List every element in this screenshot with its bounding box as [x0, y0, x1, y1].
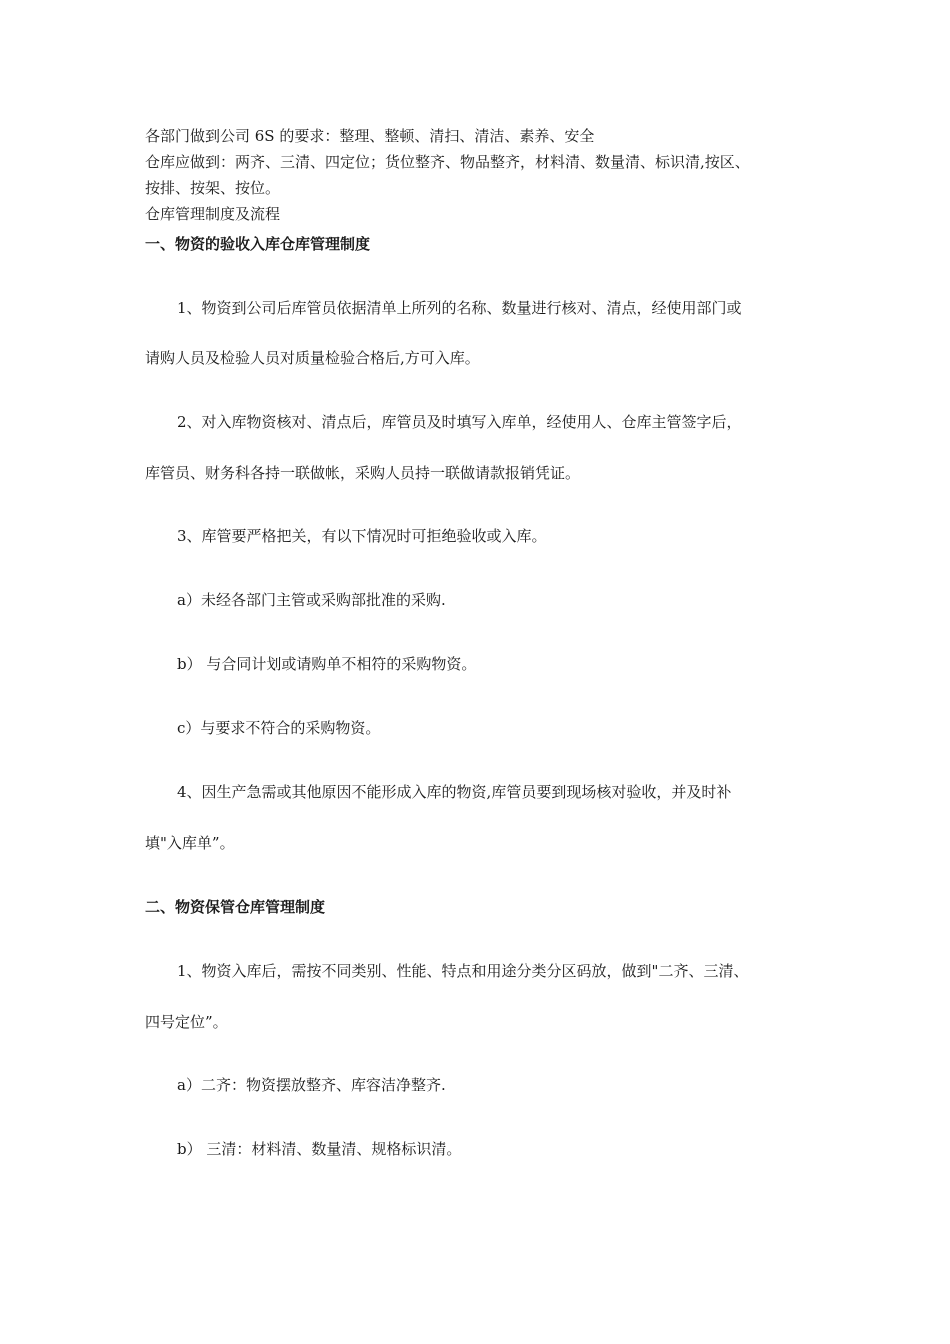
section1-heading: 一、物资的验收入库仓库管理制度 — [145, 235, 371, 253]
section1-para1-line1: 1、物资到公司后库管员依据清单上所列的名称、数量进行核对、清点，经使用部门或 — [177, 299, 742, 317]
section1-item-c: c）与要求不符合的采购物资。 — [177, 719, 381, 737]
section2-para1-line1: 1、物资入库后，需按不同类别、性能、特点和用途分类分区码放，做到"二齐、三清、 — [177, 962, 749, 980]
section1-para4-line1: 4、因生产急需或其他原因不能形成入库的物资,库管员要到现场核对验收，并及时补 — [177, 783, 732, 801]
section1-para2-line1: 2、对入库物资核对、清点后，库管员及时填写入库单，经使用人、仓库主管签字后， — [177, 413, 742, 431]
section2-item-b: b） 三清：材料清、数量清、规格标识清。 — [177, 1140, 462, 1158]
section1-para1-line2: 请购人员及检验人员对质量检验合格后,方可入库。 — [145, 349, 480, 367]
section2-heading: 二、物资保管仓库管理制度 — [145, 898, 326, 916]
doc-title: 仓库管理制度及流程 — [145, 205, 281, 223]
intro-block — [145, 123, 825, 227]
section1-item-a: a）未经各部门主管或采购部批准的采购. — [177, 591, 446, 609]
section1-para3: 3、库管要严格把关，有以下情况时可拒绝验收或入库。 — [177, 527, 547, 545]
section1-para2-line2: 库管员、财务科各持一联做帐，采购人员持一联做请款报销凭证。 — [145, 464, 581, 482]
intro-warehouse-requirement-cont: 按排、按架、按位。 — [145, 179, 281, 197]
section1-item-b: b） 与合同计划或请购单不相符的采购物资。 — [177, 655, 477, 673]
intro-6s-requirement: 各部门做到公司 6S 的要求：整理、整顿、清扫、清洁、素养、安全 — [145, 127, 595, 145]
intro-warehouse-requirement: 仓库应做到：两齐、三清、四定位；货位整齐、物品整齐，材料清、数量清、标识清,按区、 — [145, 153, 750, 171]
section1-para4-line2: 填"入库单”。 — [145, 834, 235, 852]
section2-item-a: a）二齐：物资摆放整齐、库容洁净整齐. — [177, 1076, 446, 1094]
section2-para1-line2: 四号定位”。 — [145, 1013, 228, 1031]
